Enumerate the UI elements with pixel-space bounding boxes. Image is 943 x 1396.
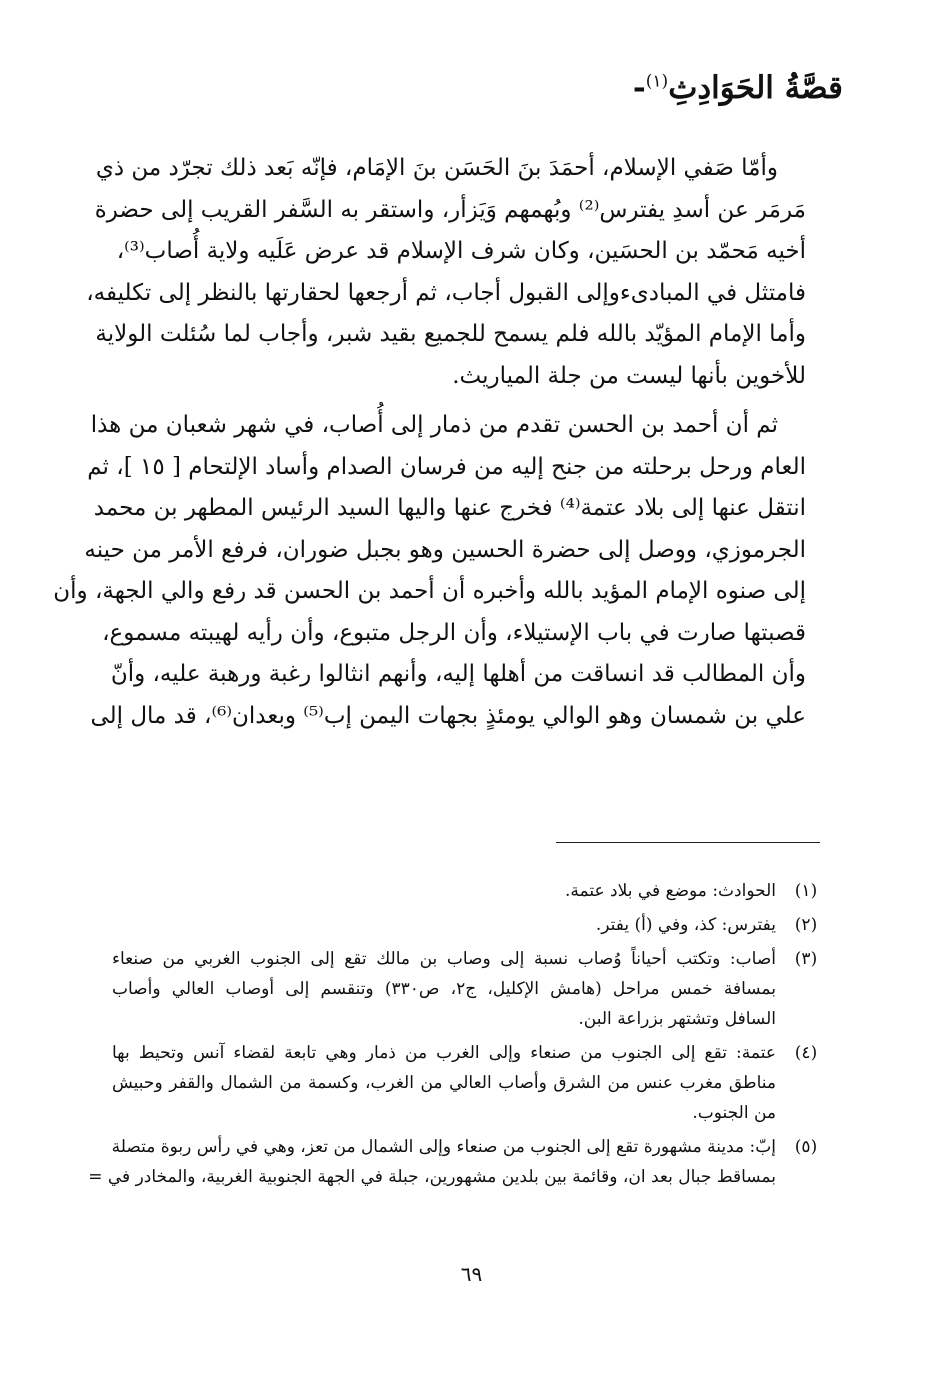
text-line: وأن المطالب قد انساقت من أهلها إليه، وأنهم انثالوا رغبة ورهبة عليه، وأنّ — [110, 661, 806, 687]
footnote-1 — [112, 876, 834, 906]
footnote-line: من الجنوب. — [692, 1103, 776, 1123]
text-line: علي بن شمسان وهو الوالي يومئذٍ بجهات اليمن إب⁽⁵⁾ وبعدان⁽⁶⁾، قد مال إلى — [90, 702, 806, 729]
footnote-line: يفترس: كذ، وفي (أ) يفتر. — [595, 915, 776, 935]
footnote-separator — [556, 842, 820, 843]
text-line: انتقل عنها إلى بلاد عتمة⁽⁴⁾ فخرج عنها واليها السيد الرئيس المطهر بن محمد — [93, 495, 806, 521]
paragraph-2 — [53, 405, 834, 737]
paragraph-1 — [86, 148, 834, 397]
footnote-4 — [112, 1038, 834, 1128]
text-line: العام ورحل برحلته من جنح إليه من فرسان الصدام وأساد الإلتحام [ ١٥ ]، ثم — [87, 453, 806, 480]
footnote-line: عتمة: تقع إلى الجنوب من صنعاء وإلى الغرب من ذمار وهي تابعة لقضاء آنس وتحيط بها — [112, 1043, 776, 1063]
footnote-line: بمسافة خمس مراحل (هامش الإكليل، ج٢، ص٣٣٠) وتنقسم إلى أوصاب العالي وأصاب — [112, 979, 776, 999]
text-line: للأخوين بأنها ليست من جلة المياريث. — [452, 362, 806, 389]
text-line: مَرمَر عن أسدِ يفترس⁽²⁾ وبُهمهم وَيَزأر، واستقر به السَّفر القريب إلى حضرة — [94, 196, 806, 223]
text-line: فامتثل في المبادىءوإلى القبول أجاب، ثم أرجعها لحقارتها بالنظر إلى تكليفه، — [86, 279, 806, 306]
footnote-number: (١) — [794, 881, 818, 901]
heading-footnote-ref: (١) — [645, 71, 669, 92]
text-line: ثم أن أحمد بن الحسن تقدم من ذمار إلى أُصاب، في شهر شعبان من هذا — [90, 412, 778, 438]
footnote-line: إبّ: مدينة مشهورة تقع إلى الجنوب من صنعاء وإلى الشمال من تعز، وهي في رأس ربوة متصلة — [111, 1137, 776, 1157]
text-line: الجرموزي، ووصل إلى حضرة الحسين وهو بجبل ضوران، فرفع الأمر من حينه — [84, 536, 806, 563]
footnote-2 — [112, 910, 834, 940]
page-number: ٦٩ — [460, 1262, 483, 1286]
footnote-line: أصاب: وتكتب أحياناً وُصاب نسبة إلى وصاب بن مالك تقع إلى الجنوب الغربي من صنعاء — [112, 949, 776, 969]
footnotes — [88, 876, 834, 1196]
text-line: وأما الإمام المؤيّد بالله فلم يسمح للجميع بقيد شبر، وأجاب لما سُئلت الولاية — [95, 321, 806, 347]
footnote-line: مناطق مغرب عنس من الشرق وأصاب العالي من الغرب، وكسمة من الشمال والقفر وحبيش — [112, 1073, 776, 1093]
footnote-number: (٢) — [794, 915, 818, 935]
footnote-3 — [112, 944, 834, 1034]
text-line: أخيه مَحمّد بن الحسَين، وكان شرف الإسلام قد عرض عَلَيه ولاية أُصاب⁽³⁾، — [116, 238, 806, 264]
chapter-title: قصَّةُ الحَوَادِثِ — [668, 70, 843, 106]
text-line: إلى صنوه الإمام المؤيد بالله وأخبره أن أحمد بن الحسن قد رفع والي الجهة، وأن — [53, 578, 806, 604]
footnote-line: السافل وتشتهر بزراعة البن. — [578, 1009, 776, 1029]
main-text — [53, 148, 834, 737]
footnote-number: (٣) — [794, 949, 818, 969]
footnote-line: بمساقط جبال بعد ان، وقائمة بين بلدين مشهورين، جبلة في الجهة الجنوبية الغربية، والمخادر في = — [88, 1167, 776, 1187]
footnote-number: (٥) — [794, 1137, 818, 1157]
text-line: قصبتها صارت في باب الإستيلاء، وأن الرجل متبوع، وأن رأيه لهيبته مسموع، — [102, 619, 806, 646]
chapter-heading — [633, 70, 843, 106]
text-line: وأمّا صَفي الإسلام، أحمَدَ بنَ الحَسَن بنَ الإمَام، فإنّه بَعد ذلك تجرّد من ذي — [95, 155, 778, 181]
footnote-5 — [88, 1132, 834, 1192]
footnote-number: (٤) — [794, 1043, 818, 1063]
heading-dash: - — [632, 70, 646, 106]
footnote-line: الحوادث: موضع في بلاد عتمة. — [564, 881, 776, 901]
